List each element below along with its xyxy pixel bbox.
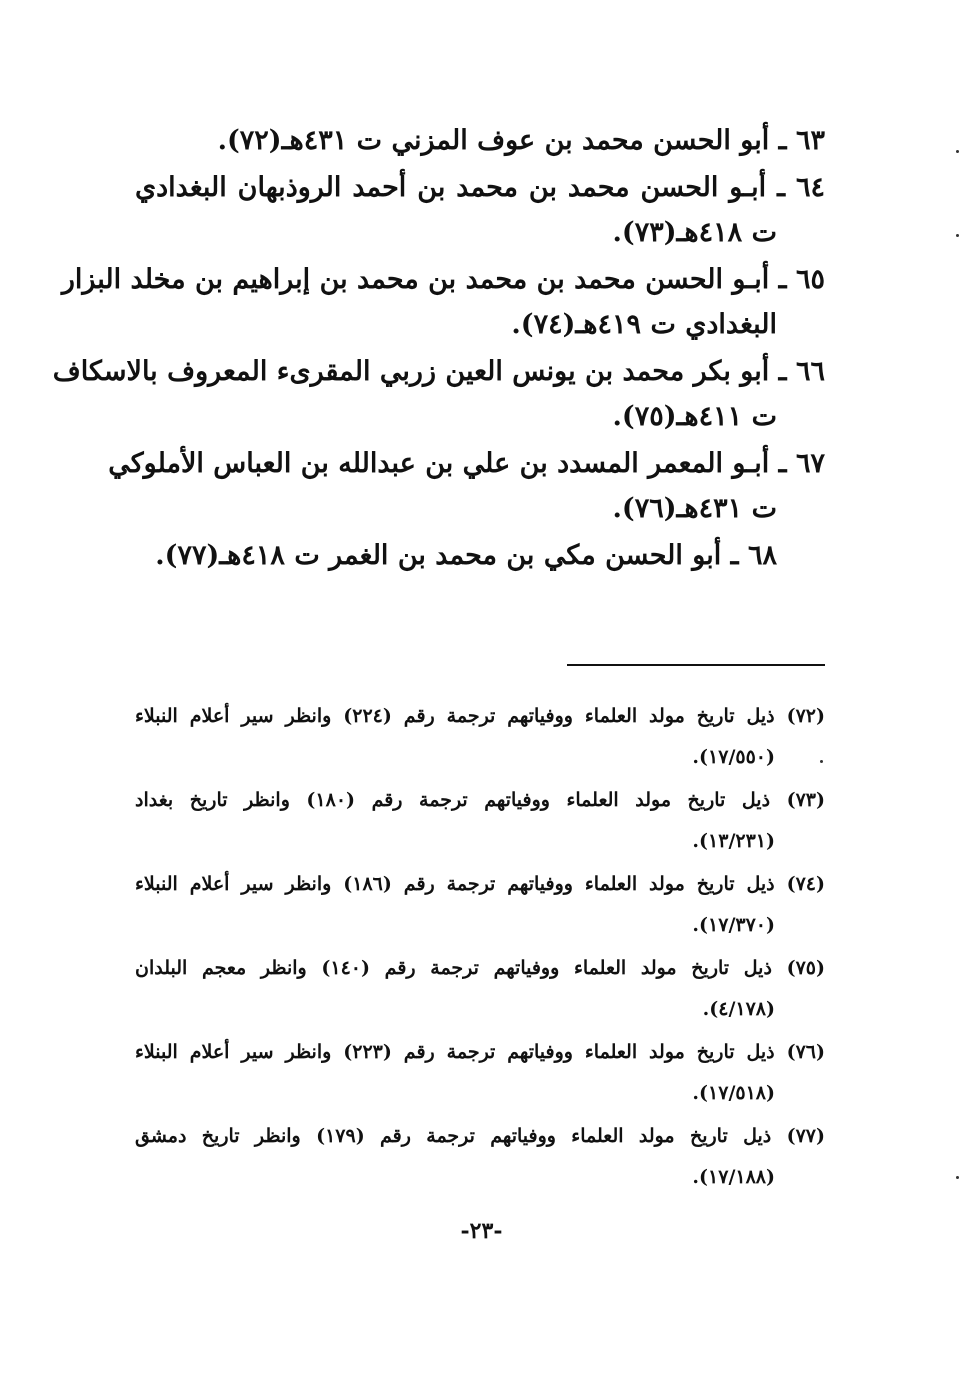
- footnote-line: (٧٦) ذيل تاريخ مولد العلماء ووفياتهم ترجمة رقم (٢٢٣) وانظر سير أعلام البنلاء: [135, 1041, 825, 1063]
- footnote-line-continued: (١٣/٢٣١).: [692, 830, 775, 852]
- entry-line-continued: ت ٤٣١هـ(٧٦).: [612, 493, 777, 524]
- footnote-line-continued: (٤/١٧٨).: [702, 998, 775, 1020]
- entry-line: ٦٦ ـ أبو بكر محمد بن يونس العين زربي المقرىء المعروف بالاسكاف: [52, 356, 825, 387]
- scan-speck: [956, 1176, 959, 1179]
- list-item: [52, 349, 825, 439]
- footnote-line: (٧٤) ذيل تاريخ مولد العلماء ووفياتهم ترجمة رقم (١٨٦) وانظر سير أعلام النبلاء: [135, 873, 825, 895]
- footnote-line: (٧٣) ذيل تاريخ مولد العلماء ووفياتهم ترجمة رقم (١٨٠) وانظر تاريخ بغداد: [135, 789, 825, 811]
- footnote: [135, 864, 825, 946]
- footnote: [135, 1116, 825, 1198]
- footnotes-section: [135, 696, 825, 1200]
- entry-line: ٦٨ ـ أبو الحسن مكي بن محمد بن الغمر ت ٤١٨هـ(٧٧).: [155, 540, 777, 571]
- list-item: [135, 165, 825, 255]
- footnote: [135, 780, 825, 862]
- footnote-line: (٧٢) ذيل تاريخ مولد العلماء ووفياتهم ترجمة رقم (٢٢٤) وانظر سير أعلام النبلاء: [135, 705, 825, 727]
- list-item: [61, 257, 825, 347]
- footnote: [135, 1032, 825, 1114]
- footnote-line-continued: (١٧/٥١٨).: [692, 1082, 775, 1104]
- entry-line-continued: ت ٤١٨هـ(٧٣).: [612, 217, 777, 248]
- list-item: [108, 441, 825, 531]
- footnote-line-continued: (١٧/١٨٨).: [692, 1166, 775, 1188]
- entry-line-continued: البغدادي ت ٤١٩هـ(٧٤).: [511, 309, 777, 340]
- entry-line: ٦٤ ـ أبـو الحسن محمد بن محمد بن أحمد الروذبهان البغدادي: [135, 172, 826, 203]
- footnote: [135, 948, 825, 1030]
- footnote-separator: [567, 664, 825, 666]
- entry-line: ٦٣ ـ أبو الحسن محمد بن عوف المزني ت ٤٣١هـ(٧٢).: [217, 125, 825, 156]
- entry-line-continued: ت ٤١١هـ(٧٥).: [612, 401, 777, 432]
- footnote-line: (٧٥) ذيل تاريخ مولد العلماء ووفياتهم ترجمة رقم (١٤٠) وانظر معجم البلدان: [135, 957, 825, 979]
- list-item: [135, 533, 825, 578]
- biography-list: [52, 118, 826, 580]
- scan-speck: [956, 150, 959, 153]
- entry-line: ٦٧ ـ أبـو المعمر المسدد بن علي بن عبدالله بن العباس الأملوكي: [108, 448, 825, 479]
- scan-speck: [820, 760, 823, 763]
- list-item: [135, 118, 825, 163]
- entry-line: ٦٥ ـ أبـو الحسن محمد بن محمد بن محمد بن إبراهيم بن مخلد البزار: [61, 264, 825, 295]
- footnote-line: (٧٧) ذيل تاريخ مولد العلماء ووفياتهم ترجمة رقم (١٧٩) وانظر تاريخ دمشق: [135, 1125, 825, 1147]
- page-number: -٢٣-: [460, 1218, 503, 1244]
- footnote: [135, 696, 825, 778]
- scan-speck: [956, 234, 959, 237]
- footnote-line-continued: (١٧/٣٧٠).: [692, 914, 775, 936]
- footnote-line-continued: (١٧/٥٥٠).: [692, 746, 775, 768]
